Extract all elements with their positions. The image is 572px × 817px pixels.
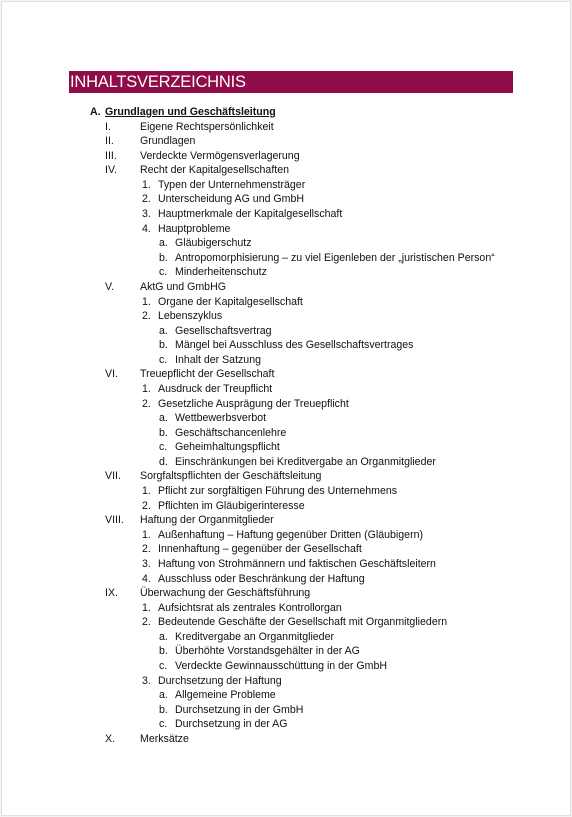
toc-entry-text: Haftung von Strohmännern und faktischen Geschäftsleitern — [158, 557, 436, 570]
toc-entry-marker: 2. — [142, 397, 151, 410]
toc-entry-text: Ausschluss oder Beschränkung der Haftung — [158, 572, 365, 585]
toc-entry-text: Durchsetzung der Haftung — [158, 674, 282, 687]
toc-entry — [2, 455, 562, 470]
toc-entry-marker: V. — [105, 280, 115, 293]
toc-entry-text: Verdeckte Gewinnausschüttung in der GmbH — [175, 659, 387, 672]
toc-entry-marker: 1. — [142, 485, 151, 498]
toc-entry-marker: c. — [159, 718, 168, 731]
toc-entry-marker: 1. — [142, 178, 151, 191]
toc-entry-marker: 3. — [142, 557, 151, 570]
toc-entry-text: Hauptmerkmale der Kapitalgesellschaft — [158, 208, 343, 221]
toc-entry-text: Haftung der Organmitglieder — [140, 514, 274, 527]
toc-entry — [2, 411, 562, 426]
toc-entry-text: Recht der Kapitalgesellschaften — [140, 164, 289, 177]
toc-entry-marker: VI. — [105, 368, 118, 381]
toc-entry-marker: 1. — [142, 601, 151, 614]
toc-entry-marker: X. — [105, 732, 116, 745]
toc-entry-text: Grundlagen — [140, 135, 196, 148]
toc-entry-text: Eigene Rechtspersönlichkeit — [140, 120, 274, 133]
toc-entry — [2, 528, 562, 543]
toc-entry-text: Wettbewerbsverbot — [175, 412, 267, 425]
toc-entry-text: Überhöhte Vorstandsgehälter in der AG — [175, 645, 360, 658]
toc-entry — [2, 236, 562, 251]
toc-entry-marker: c. — [159, 659, 168, 672]
toc-entry — [2, 484, 562, 499]
toc-entry-marker: A. — [90, 106, 101, 118]
toc-entry — [2, 280, 562, 295]
toc-entry-text: Innenhaftung – gegenüber der Gesellschaft — [158, 543, 362, 556]
toc-entry — [2, 469, 562, 484]
toc-entry-marker: c. — [159, 441, 168, 454]
toc-entry — [2, 251, 562, 266]
toc-entry-marker: c. — [159, 353, 168, 366]
toc-entry-marker: I. — [105, 120, 111, 133]
toc-entry-text: Minderheitenschutz — [175, 266, 267, 279]
toc-entry — [2, 630, 562, 645]
toc-entry — [2, 353, 562, 368]
toc-entry-marker: a. — [159, 412, 168, 425]
toc-entry-text: Inhalt der Satzung — [175, 353, 261, 366]
toc-entry-marker: a. — [159, 630, 168, 643]
toc-entry-marker: 2. — [142, 310, 151, 323]
toc-entry — [2, 163, 562, 178]
toc-entry-text: Gesellschaftsvertrag — [175, 324, 272, 337]
toc-entry — [2, 499, 562, 514]
toc-entry-marker: II. — [105, 135, 114, 148]
toc-entry-text: Organe der Kapitalgesellschaft — [158, 295, 303, 308]
toc-entry — [2, 644, 562, 659]
toc-entry — [2, 557, 562, 572]
toc-entry — [2, 309, 562, 324]
toc-entry — [2, 222, 562, 237]
toc-entry-text: Unterscheidung AG und GmbH — [158, 193, 305, 206]
toc-entry-text: Hauptprobleme — [158, 222, 231, 235]
toc-entry-text: Geschäftschancenlehre — [175, 426, 287, 439]
toc-entry — [2, 207, 562, 222]
toc-entry-marker: 1. — [142, 295, 151, 308]
toc-entry-text: Typen der Unternehmensträger — [158, 178, 306, 191]
toc-entry-marker: 1. — [142, 528, 151, 541]
toc-entry — [2, 572, 562, 587]
toc-entry-marker: 2. — [142, 499, 151, 512]
toc-entry-text: Außenhaftung – Haftung gegenüber Dritten (Gläubigern) — [158, 528, 424, 541]
toc-entry-marker: 3. — [142, 208, 151, 221]
toc-entry — [2, 324, 562, 339]
toc-entry — [2, 513, 562, 528]
toc-entry-marker: b. — [159, 703, 168, 716]
toc-entry-marker: a. — [159, 689, 168, 702]
toc-entry-text: Einschränkungen bei Kreditvergabe an Organmitglieder — [175, 455, 436, 468]
toc-entry-text: Mängel bei Ausschluss des Gesellschaftsvertrages — [175, 339, 414, 352]
toc-entry-marker: a. — [159, 237, 168, 250]
toc-entry-marker: c. — [159, 266, 168, 279]
toc-entry-text: Allgemeine Probleme — [175, 689, 276, 702]
toc-entry-text: Gläubigerschutz — [175, 237, 252, 250]
toc-entry — [2, 717, 562, 732]
toc-entry — [2, 178, 562, 193]
toc-entry-text: Lebenszyklus — [158, 310, 223, 323]
toc-entry-marker: b. — [159, 251, 168, 264]
toc-entry — [2, 732, 562, 747]
toc-entry-marker: 4. — [142, 222, 151, 235]
toc-entry — [2, 586, 562, 601]
toc-entry — [2, 397, 562, 412]
toc-entry — [2, 105, 562, 120]
toc-entry — [2, 426, 562, 441]
toc-entry-marker: 2. — [142, 543, 151, 556]
toc-entry-marker: VII. — [105, 470, 121, 483]
toc-entry-marker: a. — [159, 324, 168, 337]
toc-entry-text: Pflicht zur sorgfältigen Führung des Unternehmens — [158, 485, 398, 498]
toc-entry-text: Verdeckte Vermögensverlagerung — [140, 149, 300, 162]
toc-entry-marker: IX. — [105, 587, 118, 600]
toc-entry — [2, 615, 562, 630]
toc-entry-text: Kreditvergabe an Organmitglieder — [175, 630, 334, 643]
toc-entry — [2, 192, 562, 207]
toc-entry — [2, 338, 562, 353]
toc-entry — [2, 601, 562, 616]
toc-entry-marker: b. — [159, 426, 168, 439]
toc-entry-text: Durchsetzung in der AG — [175, 718, 288, 731]
toc-entry — [2, 265, 562, 280]
toc-entry-text: Grundlagen und Geschäftsleitung — [105, 106, 276, 118]
toc-entry-text: Durchsetzung in der GmbH — [175, 703, 304, 716]
toc-entry-text: AktG und GmbHG — [140, 280, 226, 293]
toc-entry-text: Überwachung der Geschäftsführung — [140, 587, 311, 600]
toc-entry-marker: 2. — [142, 193, 151, 206]
toc-entry-marker: b. — [159, 339, 168, 352]
toc-heading: INHALTSVERZEICHNIS — [69, 71, 513, 93]
toc-entry-text: Merksätze — [140, 732, 189, 745]
toc-entry-text: Sorgfaltspflichten der Geschäftsleitung — [140, 470, 322, 483]
toc-entry-text: Geheimhaltungspflicht — [175, 441, 280, 454]
toc-entry — [2, 703, 562, 718]
document-page — [1, 1, 571, 816]
toc-entry — [2, 295, 562, 310]
toc-entry-marker: VIII. — [105, 514, 124, 527]
toc-entry — [2, 120, 562, 135]
toc-entry-text: Bedeutende Geschäfte der Gesellschaft mit Organmitgliedern — [158, 616, 448, 629]
toc-entry-marker: b. — [159, 645, 168, 658]
toc-entry-text: Gesetzliche Ausprägung der Treuepflicht — [158, 397, 349, 410]
toc-entry — [2, 674, 562, 689]
toc-entry — [2, 367, 562, 382]
toc-entry — [2, 440, 562, 455]
toc-entry-text: Antropomorphisierung – zu viel Eigenleben der „juristischen Person“ — [175, 251, 495, 264]
toc-entry-text: Ausdruck der Treupflicht — [158, 382, 273, 395]
toc-entry — [2, 688, 562, 703]
toc-entry-marker: 4. — [142, 572, 151, 585]
toc-entry-marker: 2. — [142, 616, 151, 629]
table-of-contents — [2, 105, 562, 746]
toc-entry — [2, 382, 562, 397]
toc-entry-marker: d. — [159, 455, 168, 468]
toc-entry-text: Treuepflicht der Gesellschaft — [140, 368, 275, 381]
toc-entry-marker: IV. — [105, 164, 117, 177]
toc-entry — [2, 542, 562, 557]
toc-entry-marker: III. — [105, 149, 117, 162]
toc-entry-text: Aufsichtsrat als zentrales Kontrollorgan — [158, 601, 342, 614]
toc-entry-marker: 3. — [142, 674, 151, 687]
toc-entry — [2, 134, 562, 149]
toc-entry-text: Pflichten im Gläubigerinteresse — [158, 499, 305, 512]
toc-entry — [2, 149, 562, 164]
toc-entry — [2, 659, 562, 674]
toc-entry-marker: 1. — [142, 382, 151, 395]
